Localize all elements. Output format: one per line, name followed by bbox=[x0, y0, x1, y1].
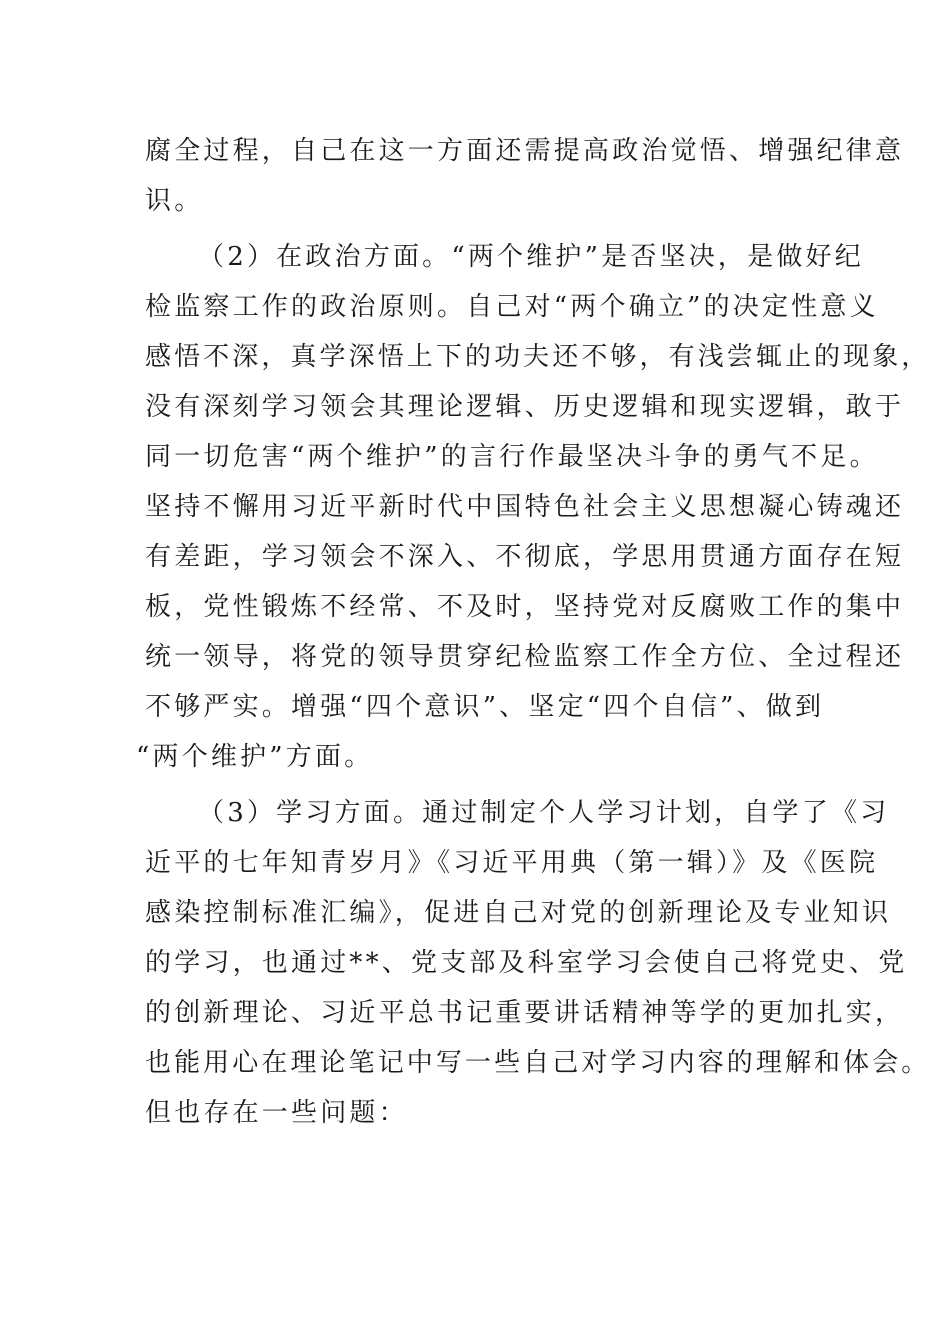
text-line: 的学习，也通过**、党支部及科室学习会使自己将党史、党 bbox=[145, 948, 908, 978]
paragraph-3-first-line: （3）学习方面。通过制定个人学习计划，自学了《习 bbox=[198, 798, 890, 828]
text-line: 统一领导，将党的领导贯穿纪检监察工作全方位、全过程还 bbox=[145, 642, 905, 672]
text-line: 板，党性锻炼不经常、不及时，坚持党对反腐败工作的集中 bbox=[145, 592, 905, 622]
text-line: 识。 bbox=[145, 186, 204, 216]
text-line: “两个维护”方面。 bbox=[136, 742, 374, 772]
text-line: 有差距，学习领会不深入、不彻底，学思用贯通方面存在短 bbox=[145, 542, 905, 572]
text-line: 同一切危害“两个维护”的言行作最坚决斗争的勇气不足。 bbox=[145, 442, 879, 472]
text-line: 感染控制标准汇编》，促进自己对党的创新理论及专业知识 bbox=[145, 898, 892, 928]
text-line: 近平的七年知青岁月》《习近平用典（第一辑）》及《医院 bbox=[145, 848, 879, 878]
text-line: 没有深刻学习领会其理论逻辑、历史逻辑和现实逻辑，敢于 bbox=[145, 392, 905, 422]
text-line: 也能用心在理论笔记中写一些自己对学习内容的理解和体会。 bbox=[145, 1048, 931, 1078]
paragraph-2-first-line: （2）在政治方面。“两个维护”是否坚决，是做好纪 bbox=[198, 242, 864, 272]
text-line: 检监察工作的政治原则。自己对“两个确立”的决定性意义 bbox=[145, 292, 879, 322]
text-line: 的创新理论、习近平总书记重要讲话精神等学的更加扎实， bbox=[145, 998, 905, 1028]
text-line: 但也存在一些问题： bbox=[145, 1098, 408, 1128]
text-line: 不够严实。增强“四个意识”、坚定“四个自信”、做到 bbox=[145, 692, 825, 722]
text-line: 感悟不深，真学深悟上下的功夫还不够，有浅尝辄止的现象， bbox=[145, 342, 931, 372]
text-line: 腐全过程，自己在这一方面还需提高政治觉悟、增强纪律意 bbox=[145, 136, 905, 166]
text-line: 坚持不懈用习近平新时代中国特色社会主义思想凝心铸魂还 bbox=[145, 492, 905, 522]
